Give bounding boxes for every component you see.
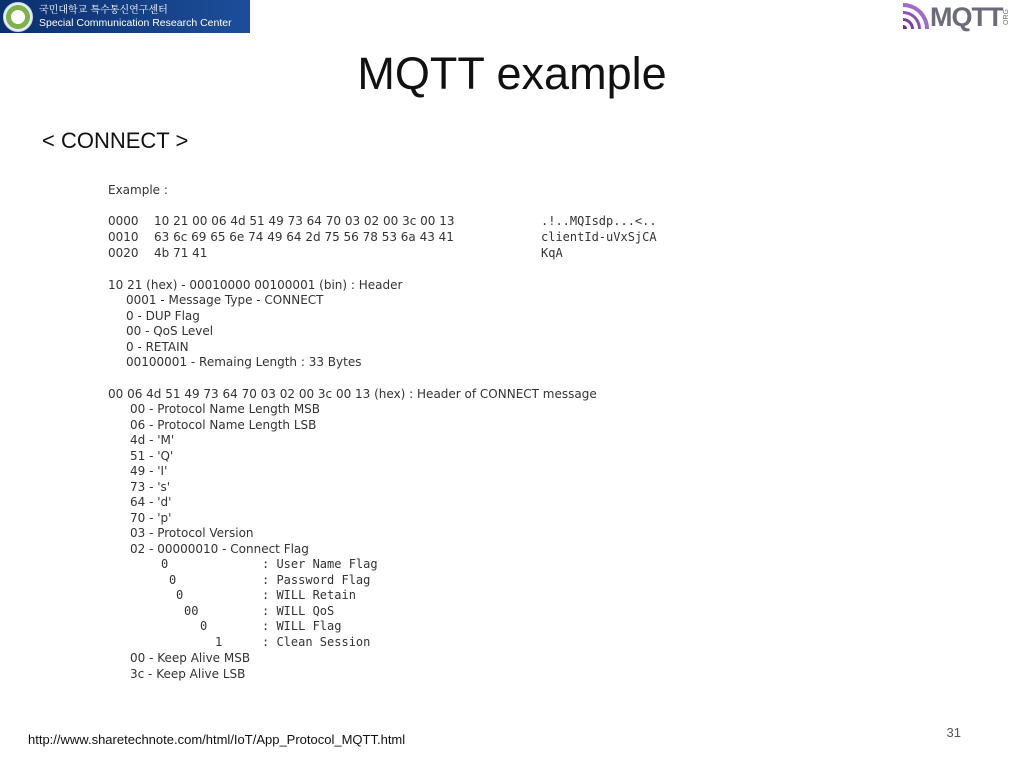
connect-block-item: 00 - Protocol Name Length MSB <box>130 402 321 416</box>
connect-flag-label: : Password Flag <box>262 573 371 587</box>
connect-flag-label: : WILL QoS <box>262 604 335 618</box>
connect-block-item: 3c - Keep Alive LSB <box>130 667 246 681</box>
connect-block-item: 03 - Protocol Version <box>130 526 254 540</box>
university-name-english: Special Communication Research Center <box>39 16 232 29</box>
hex-offset: 0000 <box>108 214 139 228</box>
connect-block-item: 73 - 's' <box>130 480 171 494</box>
connect-block-item: 4d - 'M' <box>130 433 175 447</box>
header-block-item: 0001 - Message Type - CONNECT <box>126 293 324 307</box>
connect-flag-bits: 0 <box>161 557 169 571</box>
connect-flag-label: : WILL Retain <box>262 588 356 602</box>
mqtt-logo-word: MQTT <box>930 1 1003 32</box>
connect-flag-label: : WILL Flag <box>262 619 342 633</box>
university-logo-text <box>39 4 232 30</box>
example-panel <box>108 183 688 688</box>
header-block-item: 00 - QoS Level <box>126 324 214 338</box>
mqtt-signal-icon <box>901 3 931 31</box>
connect-block-item: 49 - 'I' <box>130 464 168 478</box>
connect-flag-bits: 00 <box>184 604 199 618</box>
hex-bytes: 63 6c 69 65 6e 74 49 64 2d 75 56 78 53 6a 43 41 <box>154 230 454 244</box>
connect-block-item: 51 - 'Q' <box>130 449 174 463</box>
university-name-korean: 국민대학교 특수통신연구센터 <box>39 4 168 16</box>
connect-block-item: 70 - 'p' <box>130 511 172 525</box>
connect-flag-bits: 0 <box>169 573 177 587</box>
slide-title: MQTT example <box>357 48 667 99</box>
connect-flag-label: : Clean Session <box>262 635 371 649</box>
hex-ascii: .!..MQIsdp...<.. <box>541 214 657 228</box>
hex-offset: 0010 <box>108 230 139 244</box>
mqtt-logo <box>901 2 1019 32</box>
hex-ascii: clientId-uVxSjCA <box>541 230 657 244</box>
connect-flag-bits: 1 <box>215 635 223 649</box>
header-block-item: 0 - RETAIN <box>126 340 189 354</box>
hex-bytes: 10 21 00 06 4d 51 49 73 64 70 03 02 00 3c 00 13 <box>154 214 455 228</box>
university-emblem-icon <box>3 2 33 32</box>
source-url: http://www.sharetechnote.com/html/IoT/App_Protocol_MQTT.html <box>28 732 406 747</box>
header-block-item: 00100001 - Remaing Length : 33 Bytes <box>126 355 362 369</box>
header-block-item: 0 - DUP Flag <box>126 309 200 323</box>
page-number: 31 <box>946 725 961 740</box>
hex-ascii: KqA <box>541 246 563 260</box>
connect-block-item: 64 - 'd' <box>130 495 172 509</box>
connect-block-item: 06 - Protocol Name Length LSB <box>130 418 317 432</box>
connect-block-item: 00 - Keep Alive MSB <box>130 651 251 665</box>
university-logo <box>0 0 250 33</box>
connect-flag-bits: 0 <box>200 619 208 633</box>
slide-subtitle: < CONNECT > <box>42 128 189 153</box>
mqtt-logo-org: ORG <box>1003 9 1011 25</box>
connect-block-title: 00 06 4d 51 49 73 64 70 03 02 00 3c 00 13 (hex) : Header of CONNECT message <box>108 387 597 401</box>
connect-block-item: 02 - 00000010 - Connect Flag <box>130 542 309 556</box>
connect-flag-bits: 0 <box>176 588 184 602</box>
hex-bytes: 4b 71 41 <box>154 246 208 260</box>
header-block-title: 10 21 (hex) - 00010000 00100001 (bin) : Header <box>108 278 403 292</box>
hex-offset: 0020 <box>108 246 139 260</box>
example-heading: Example : <box>108 183 168 197</box>
connect-flag-label: : User Name Flag <box>262 557 378 571</box>
